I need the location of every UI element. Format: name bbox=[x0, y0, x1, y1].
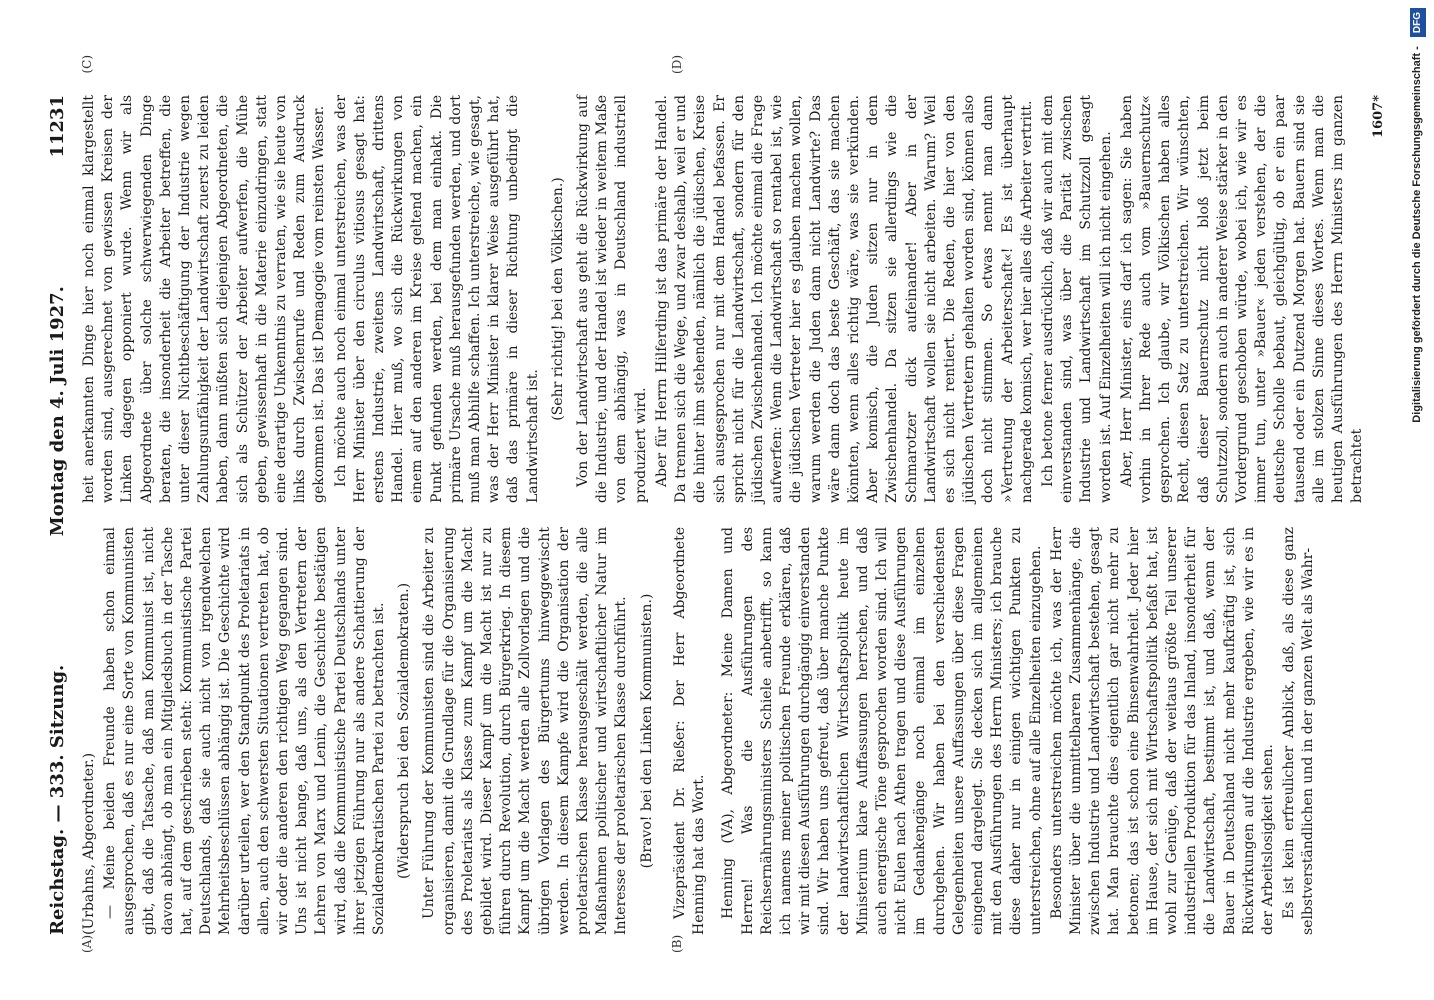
margin-marker-d: (D) bbox=[670, 55, 684, 74]
credit-text: Digitalisierung gefördert durch die Deutsche Forschungsgemeinschaft - bbox=[1411, 46, 1423, 423]
paragraph: Henning (VA), Abgeordneter: Meine Damen und Herren! Was die Ausführungen des Reichsernährungsministers Schiele anbetrifft, so kann ich namens meiner politischen Freunde erklären, daß wir mit diesen Ausführungen durchgängig einverstanden sind. Wir haben uns gefreut, daß über manche Punkte der landwirtschaftlichen Wirtschaftspolitik heute im Ministerium klare Auffassungen herrschen, und daß auch energische Töne gesprochen worden sind. Ich will nicht Eulen nach Athen tragen und diese Ausführungen im Gedankengänge noch einmal im einzelnen durchgehen. Wir haben bei den verschiedensten Gelegenheiten unsere Auffassungen über diese Fragen eingehend dargelegt. Sie decken sich im allgemeinen mit den Ausführungen des Herrn Ministers; ich brauche diese daher nur in einigen wichtigen Punkten zu unterstreichen, ohne auf alle Einzelheiten einzugehen. bbox=[720, 527, 1044, 935]
page-header bbox=[40, 95, 74, 935]
credit-strip bbox=[1406, 8, 1428, 993]
header-page-number: 11231 bbox=[46, 95, 68, 158]
paragraph: Unter Führung der Kommunisten sind die Arbeiter zu organisieren, damit die Grundlage für die Organisierung des Proletariats als Klasse zum Kampf um die Macht gebildet wird. Dieser Kampf um die Macht ist nur zu führen durch Revolution, durch Bürgerkrieg. In diesem Kampf um die Macht werden alle Zollvorlagen und die übrigen Vorlagen des Bürgertums hinweggewischt werden. In diesem Kampfe wird die Organisation der proletarischen Klasse herausgeschält werden, die alle Maßnahmen politischer und wirtschaftlicher Natur im Interesse der proletarischen Klasse durchführt. bbox=[421, 527, 630, 935]
margin-marker-c: (C) bbox=[80, 55, 94, 74]
paragraph: Aber für Herrn Hilferding ist das primäre der Handel. Da trennen sich die Wege, und zwar deshalb, weil er und die hinter ihm stehenden, nämlich die jüdischen, Kreise sich ausgesprochen nur mit dem Handel befassen. Er spricht nicht für die Landwirtschaft, sondern für den jüdischen Zwischenhandel. Ich möchte einmal die Frage aufwerfen: Wenn die Landwirtschaft so rentabel ist, wie die jüdischen Vertreter hier es glauben machen wollen, warum werden die Juden dann nicht Landwirte? Das wäre dann doch das beste Geschäft, das sie machen könnten, wenn alles richtig wäre, was sie verkünden. Aber komisch, die Juden sitzen nur in dem Zwischenhandel. Da sitzen sie allerdings wie die Schmarotzer dick aufeinander! Aber in der Landwirtschaft wollen sie nicht arbeiten. Warum? Weil es sich nicht rentiert. Die Reden, die hier von den jüdischen Vertretern gehalten worden sind, können also doch nicht stimmen. So etwas nennt man dann »Vertretung der Arbeiterschaft«! Es ist überhaupt nachgerade komisch, wer hier alles die Arbeiter vertritt. bbox=[653, 95, 1035, 503]
margin-marker-b: (B) bbox=[670, 934, 684, 953]
paragraph: Ich betone ferner ausdrücklich, daß wir auch mit dem einverstanden sind, was über die Parität zwischen Industrie und Landwirtschaft im Schutzzoll gesagt worden ist. Auf Einzelheiten will ich nicht eingehen. bbox=[1039, 95, 1114, 503]
speaker-line: (Urbahns, Abgeordneter.) bbox=[81, 752, 97, 935]
document-page bbox=[40, 55, 1387, 953]
interjection: (Bravo! bei den Linken Kommunisten.) bbox=[638, 593, 655, 869]
paragraph: Besonders unterstreichen möchte ich, was der Herr Minister über die unmittelbaren Zusammenhänge, die zwischen Industrie und Landwirtschaft bestehen, gesagt hat. Man brauchte dies eigentlich gar nicht mehr zu betonen; das ist schon eine Binsenwahrheit. Jeder hier im Hause, der sich mit Wirtschaftspolitik befaßt hat, ist wohl zur Genüge, daß der weitaus größte Teil unserer industriellen Produktion für das Inland, insonderheit für die Landwirtschaft, bestimmt ist, und daß, wenn der Bauer in Deutschland nicht mehr kaufkräftig ist, sich Rückwirkungen auf die Industrie ergeben, wie wir es in der Arbeitslosigkeit sehen. bbox=[1048, 527, 1276, 935]
paragraph: Vizepräsident Dr. Rießer: Der Herr Abgeordnete Henning hat das Wort. bbox=[671, 527, 708, 935]
interjection: (Widerspruch bei den Sozialdemokraten.) bbox=[396, 582, 413, 880]
margin-marker-a: (A) bbox=[80, 934, 94, 953]
header-center: Montag den 4. Juli 1927. bbox=[46, 286, 68, 537]
paragraph: Es ist kein erfreulicher Anblick, daß, als diese ganz selbstverständlichen und in der ganzen Welt als Wahr- bbox=[1281, 527, 1317, 935]
header-left: Reichstag. — 333. Sitzung. bbox=[46, 664, 68, 935]
paragraph: Von der Landwirtschaft aus geht die Rückwirkung auf die Industrie, und der Handel ist wieder in weitem Maße von dem abhängig, was in Deutschland industriell produziert wird. bbox=[575, 95, 649, 503]
text-columns bbox=[80, 95, 1387, 935]
dfg-logo: DFG bbox=[1410, 8, 1426, 37]
paragraph: Aber, Herr Minister, eins darf ich sagen: Sie haben vorhin in Ihrer Rede auch vom »Bauernschutz« gesprochen. Ich glaube, wir Völkischen haben alles Recht, diesen Satz zu unterstreichen. Wir wünschten, daß dieser Bauernschutz nicht bloß jetzt beim Schutzzoll, sondern auch in anderer Weise stärker in den Vordergrund geschoben würde, wobei ich, wie wir es immer tun, unter »Bauer« jeden verstehen, der die deutsche Scholle bebaut, gleichgültig, ob er ein paar tausend oder ein Dutzend Morgen hat. Bauern sind sie alle im stolzen Sinne dieses Wortes. Wenn man die heutigen Ausführungen des Herrn Ministers im ganzen betrachtet bbox=[1118, 95, 1366, 503]
left-column bbox=[80, 527, 1317, 935]
paragraph: — Meine beiden Freunde haben schon einmal ausgesprochen, daß es nur eine Sorte von Kommunisten gibt, daß die Tatsache, daß man Kommunist ist, nicht davon abhängt, ob man ein Mitgliedsbuch in der Tasche hat, auf dem geschrieben steht: Kommunistische Partei Deutschlands, daß sie auch nicht von irgendwelchen Mehrheitsbeschlüssen abhängig ist. Die Geschichte wird darüber urteilen, wer den Standpunkt des Proletariats in allen, auch den schwersten Situationen vertreten hat, ob wir oder die anderen den richtigen Weg gegangen sind. Uns ist nicht bange, daß uns, als den Vertretern der Lehren von Marx und Lenin, die Geschichte bestätigen wird, daß die Kommunistische Partei Deutschlands unter ihrer jetzigen Führung nur als andere Schattierung der Sozialdemokratischen Partei zu betrachten ist. bbox=[102, 527, 388, 935]
interjection: (Sehr richtig! bei den Völkischen.) bbox=[549, 177, 566, 421]
footer-signature: 1607* bbox=[1371, 95, 1387, 138]
paragraph: heit anerkannten Dinge hier noch einmal klargestellt worden sind, ausgerechnet von gewissen Kreisen der Linken dagegen opponiert wurde. Wenn wir als Abgeordnete über solche schwerwiegenden Dinge beraten, die insonderheit die Arbeiter betreffen, die unter dieser Nichtbeschäftigung der Industrie wegen Zahlungsunfähigkeit der Landwirtschaft zuerst zu leiden haben, dann müßten sich diejenigen Abgeordneten, die sich als Schützer der Arbeiter aufwerfen, die Mühe geben, gewissenhaft in die Materie einzudringen, statt eine derartige Unkenntnis zu verraten, wie sie heute von links durch Zwischenrufe und Reden zum Ausdruck gekommen ist. Das ist Demagogie vom reinsten Wasser. bbox=[81, 95, 328, 503]
paragraph: Ich möchte auch noch einmal unterstreichen, was der Herr Minister über den circulus vitiosus gesagt hat: erstens Industrie, zweitens Landwirtschaft, drittens Handel. Hier muß, wo sich die Rückwirkungen von einem auf den anderen im Kreise geltend machen, ein Punkt gefunden werden, bei dem man einhakt. Die primäre Ursache muß herausgefunden werden, und dort muß man Abhilfe schaffen. Ich unterstreiche, wie gesagt, was der Herr Minister in klarer Weise ausgeführt hat, daß das primäre in dieser Richtung unbedingt die Landwirtschaft ist. bbox=[332, 95, 541, 503]
right-column bbox=[80, 95, 1387, 503]
